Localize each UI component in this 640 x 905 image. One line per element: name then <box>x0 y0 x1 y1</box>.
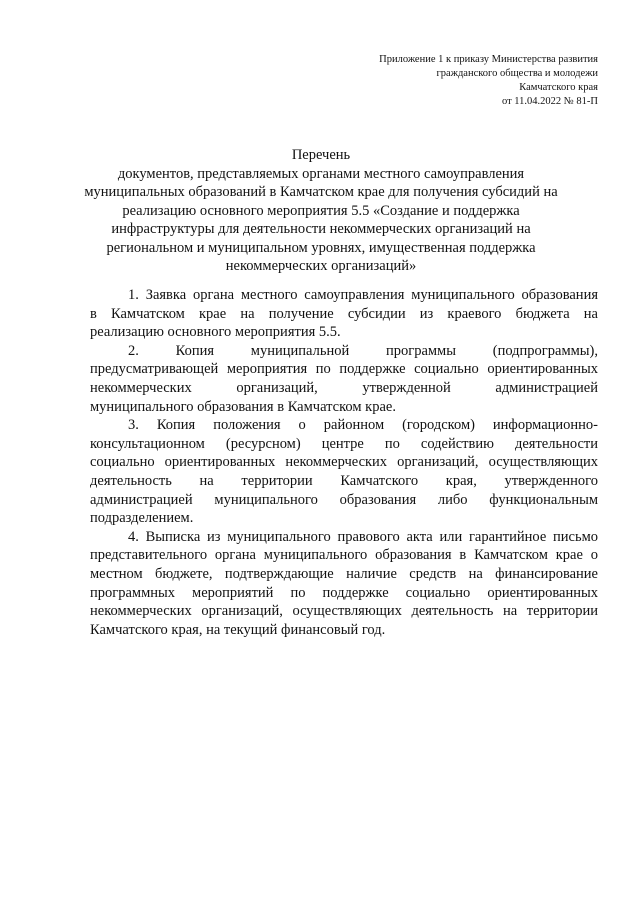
paragraph-line: предусматривающей мероприятия по поддержке социально ориентированных <box>90 361 598 378</box>
paragraph-line: программных мероприятий по поддержке социально ориентированных <box>90 584 598 601</box>
title-line: некоммерческих организаций» <box>225 258 417 274</box>
list-item-1 <box>90 286 598 342</box>
paragraph-line: социально ориентированных некоммерческих организаций, осуществляющих <box>90 454 598 471</box>
paragraph-line: деятельность на территории Камчатского края, утвержденного <box>90 472 598 489</box>
list-item-2 <box>90 342 598 416</box>
title-line: документов, представляемых органами местного самоуправления <box>117 165 525 182</box>
header-line: от 11.04.2022 № 81-П <box>501 96 598 107</box>
paragraph-line: 1. Заявка органа местного самоуправления муниципального образования <box>128 287 598 303</box>
paragraph-line: 2. Копия муниципальной программы (подпрограммы), <box>128 342 598 359</box>
header-line: гражданского общества и молодежи <box>436 68 598 79</box>
paragraph-line: реализацию основного мероприятия 5.5. <box>90 324 341 341</box>
title-line: Перечень <box>291 147 351 163</box>
document-list <box>90 286 598 639</box>
paragraph-line: 4. Выписка из муниципального правового акта или гарантийное письмо <box>128 528 598 545</box>
paragraph-line: местном бюджете, подтверждающие наличие средств на финансирование <box>90 565 598 582</box>
paragraph-line: некоммерческих организаций, осуществляющих деятельность на территории <box>90 603 598 620</box>
order-reference-header <box>298 53 598 109</box>
title-line: региональном и муниципальном уровнях, имущественная поддержка <box>106 239 536 256</box>
paragraph-line: некоммерческих организаций, утвержденной администрацией <box>90 379 598 396</box>
list-item-4 <box>90 528 598 640</box>
paragraph-line: Камчатского края, на текущий финансовый год. <box>90 621 386 638</box>
title-line: инфраструктуры для деятельности некоммерческих организаций на <box>111 221 531 237</box>
paragraph-line: муниципального образования в Камчатском крае. <box>90 398 396 415</box>
paragraph-line: в Камчатском крае на получение субсидии из краевого бюджета на <box>90 305 598 322</box>
title-line: реализацию основного мероприятия 5.5 «Создание и поддержка <box>122 202 520 219</box>
list-item-3 <box>90 416 598 528</box>
title-line: муниципальных образований в Камчатском крае для получения субсидий на <box>84 184 558 200</box>
paragraph-line: представительного органа муниципального образования в Камчатском крае о <box>90 547 598 564</box>
document-title <box>78 146 564 276</box>
paragraph-line: администрацией муниципального образования либо функциональным <box>90 491 598 508</box>
paragraph-line: консультационном (ресурсном) центре по содействию деятельности <box>90 435 598 452</box>
paragraph-line: 3. Копия положения о районном (городском) информационно- <box>128 417 598 434</box>
paragraph-line: подразделением. <box>90 510 194 527</box>
header-line: Камчатского края <box>519 82 598 93</box>
header-line: Приложение 1 к приказу Министерства развития <box>379 54 598 65</box>
